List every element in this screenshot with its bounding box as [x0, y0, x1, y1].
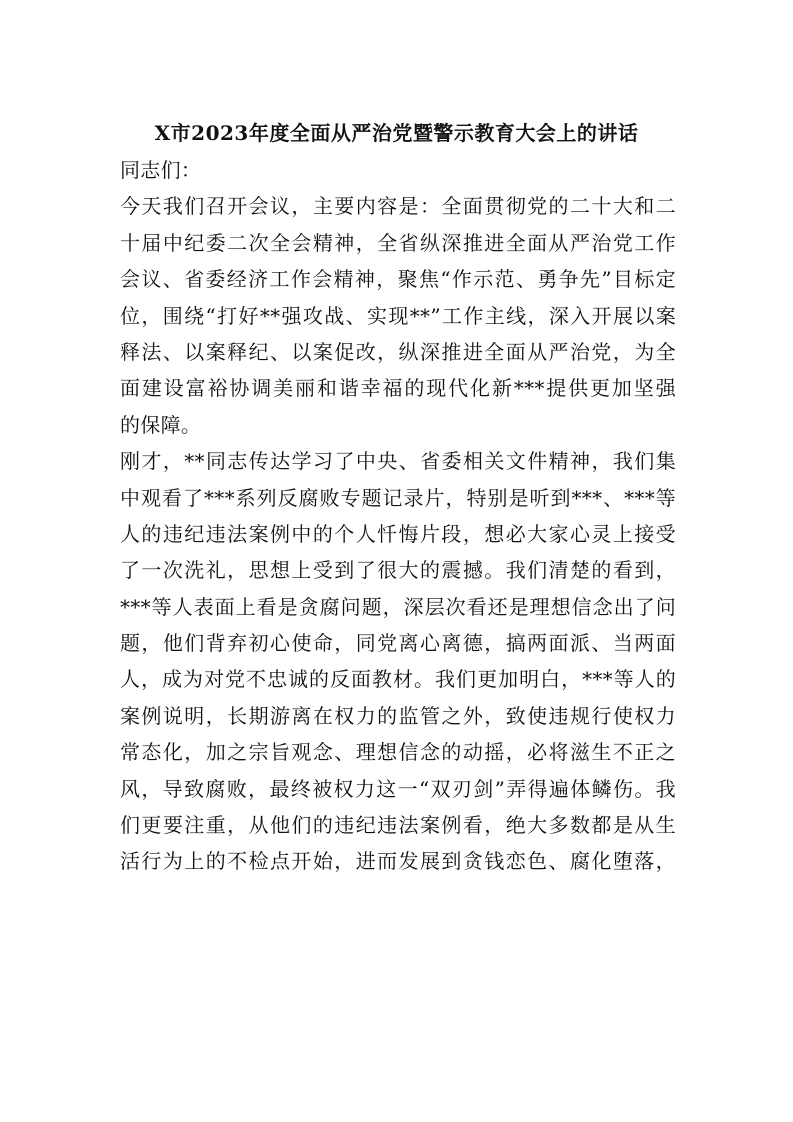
paragraph-line: ***等人表面上看是贪腐问题，深层次看还是理想信念出了问 — [120, 594, 676, 619]
paragraph-line: 人，成为对党不忠诚的反面教材。我们更加明白，***等人的 — [120, 667, 676, 692]
paragraph-line: 释法、以案释纪、以案促改，纵深推进全面从严治党，为全 — [120, 339, 676, 364]
paragraph-line: 案例说明，长期游离在权力的监管之外，致使违规行使权力 — [120, 703, 676, 728]
paragraph-line: 中观看了***系列反腐败专题记录片，特别是听到***、***等 — [120, 485, 676, 510]
paragraph-line: 常态化，加之宗旨观念、理想信念的动摇，必将滋生不正之 — [120, 740, 676, 765]
paragraph-2 — [120, 443, 676, 880]
paragraph-line: 人的违纪违法案例中的个人忏悔片段，想必大家心灵上接受 — [120, 521, 676, 546]
paragraph-line: 位，围绕“打好**强攻战、实现**”工作主线，深入开展以案 — [120, 303, 676, 328]
document-title: X市2023年度全面从严治党暨警示教育大会上的讲话 — [154, 121, 639, 145]
paragraph-line: 题，他们背弃初心使命，同党离心离德，搞两面派、当两面 — [120, 631, 676, 656]
paragraph-line: 活行为上的不检点开始，进而发展到贪钱恋色、腐化堕落， — [120, 849, 676, 874]
paragraph-line: 了一次洗礼，思想上受到了很大的震撼。我们清楚的看到， — [120, 558, 676, 583]
paragraph-line: 的保障。 — [120, 412, 202, 437]
paragraph-line: 们更要注重，从他们的违纪违法案例看，绝大多数都是从生 — [120, 813, 676, 838]
paragraph-line: 面建设富裕协调美丽和谐幸福的现代化新***提供更加坚强 — [120, 376, 676, 401]
paragraph-1 — [120, 188, 676, 443]
salutation: 同志们： — [120, 158, 202, 182]
document-body — [120, 152, 676, 880]
paragraph-line: 十届中纪委二次全会精神，全省纵深推进全面从严治党工作 — [120, 230, 676, 255]
paragraph-line: 刚才，**同志传达学习了中央、省委相关文件精神，我们集 — [120, 449, 676, 474]
paragraph-line: 今天我们召开会议，主要内容是：全面贯彻党的二十大和二 — [120, 194, 676, 219]
paragraph-line: 风，导致腐败，最终被权力这一“双刃剑”弄得遍体鳞伤。我 — [120, 776, 676, 801]
paragraph-line: 会议、省委经济工作会精神，聚焦“作示范、勇争先”目标定 — [120, 267, 676, 292]
